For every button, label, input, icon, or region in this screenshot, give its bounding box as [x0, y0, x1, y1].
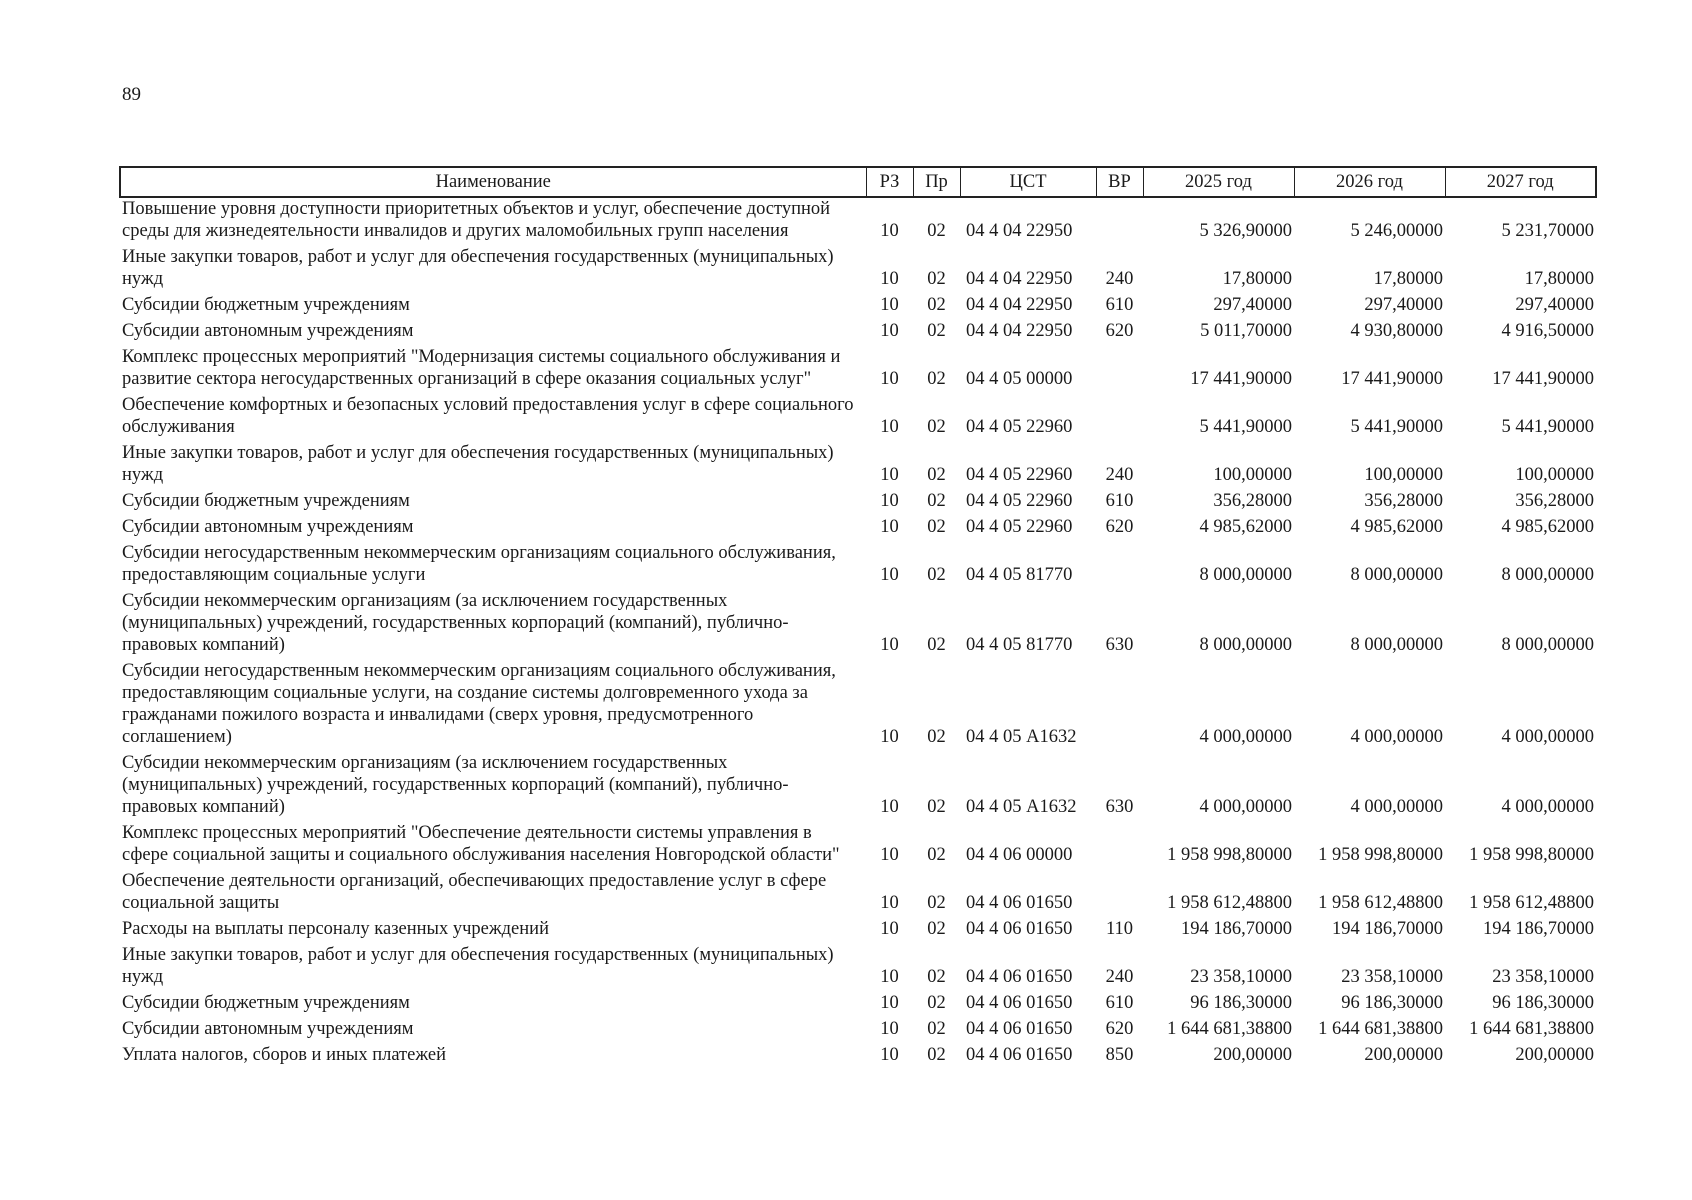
row-vr: 240 [1105, 967, 1134, 987]
row-name: Комплекс процессных мероприятий "Модернизация системы социального обслуживания и развитие сектора негосударственных организаций в сфере оказания социальных услуг" [122, 347, 841, 389]
row-rz: 10 [880, 919, 899, 939]
row-amount-2026: 1 644 681,38800 [1318, 1019, 1443, 1039]
row-pr: 02 [927, 1019, 946, 1039]
row-amount-2025: 5 011,70000 [1200, 321, 1292, 341]
row-amount-2026: 17,80000 [1373, 269, 1443, 289]
row-amount-2025: 23 358,10000 [1190, 967, 1292, 987]
row-rz: 10 [880, 845, 899, 865]
row-amount-2027: 5 441,90000 [1501, 417, 1594, 437]
row-name: Субсидии автономным учреждениям [122, 1019, 414, 1039]
row-name: Субсидии некоммерческим организациям (за исключением государственных (муниципальных) учреждений, государственных корпораций (компаний), публично-правовых компаний) [122, 753, 789, 817]
row-pr: 02 [927, 727, 946, 747]
table-row [120, 442, 1596, 490]
row-name: Субсидии автономным учреждениям [122, 321, 414, 341]
row-name: Обеспечение комфортных и безопасных условий предоставления услуг в сфере социального обслуживания [122, 395, 854, 437]
row-vr [1096, 197, 1143, 246]
row-amount-2027: 297,40000 [1515, 295, 1594, 315]
row-name: Иные закупки товаров, работ и услуг для обеспечения государственных (муниципальных) нужд [122, 443, 834, 485]
row-amount-2025: 200,00000 [1213, 1045, 1292, 1065]
table-row [120, 944, 1596, 992]
row-cst: 04 4 05 А1632 [966, 727, 1077, 747]
table-row [120, 992, 1596, 1018]
row-amount-2027: 4 985,62000 [1501, 517, 1594, 537]
row-amount-2027: 4 916,50000 [1501, 321, 1594, 341]
page-number: 89 [122, 84, 141, 105]
row-name: Иные закупки товаров, работ и услуг для обеспечения государственных (муниципальных) нужд [122, 247, 834, 289]
row-cst: 04 4 05 22960 [966, 465, 1073, 485]
row-amount-2027: 194 186,70000 [1483, 919, 1594, 939]
row-amount-2026: 1 958 612,48800 [1318, 893, 1443, 913]
row-amount-2025: 96 186,30000 [1190, 993, 1292, 1013]
row-cst: 04 4 05 22960 [966, 417, 1073, 437]
row-amount-2025: 5 441,90000 [1199, 417, 1292, 437]
table-row [120, 918, 1596, 944]
row-amount-2026: 8 000,00000 [1350, 565, 1443, 585]
row-amount-2026: 4 985,62000 [1350, 517, 1443, 537]
header-name: Наименование [120, 167, 866, 197]
row-amount-2026: 4 000,00000 [1350, 797, 1443, 817]
row-amount-2025: 5 326,90000 [1199, 221, 1292, 241]
header-cst: ЦСТ [960, 167, 1096, 197]
row-pr: 02 [927, 295, 946, 315]
row-cst: 04 4 04 22950 [966, 295, 1073, 315]
table-body [120, 197, 1596, 1070]
row-pr: 02 [927, 1045, 946, 1065]
row-name: Обеспечение деятельности организаций, обеспечивающих предоставление услуг в сфере социальной защиты [122, 871, 827, 913]
row-amount-2026: 23 358,10000 [1341, 967, 1443, 987]
row-cst: 04 4 06 01650 [966, 1019, 1073, 1039]
table-row [120, 870, 1596, 918]
row-cst: 04 4 05 А1632 [966, 797, 1077, 817]
row-rz: 10 [880, 635, 899, 655]
row-amount-2026: 5 441,90000 [1350, 417, 1443, 437]
row-amount-2027: 96 186,30000 [1492, 993, 1594, 1013]
row-rz: 10 [880, 893, 899, 913]
header-2026: 2026 год [1294, 167, 1445, 197]
row-amount-2026: 5 246,00000 [1350, 221, 1443, 241]
row-name: Субсидии негосударственным некоммерческим организациям социального обслуживания, предоставляющим социальные услуги [122, 543, 836, 585]
row-pr: 02 [927, 635, 946, 655]
row-rz: 10 [880, 967, 899, 987]
row-vr: 610 [1105, 993, 1134, 1013]
row-pr: 02 [927, 517, 946, 537]
row-rz: 10 [880, 797, 899, 817]
row-cst: 04 4 05 81770 [966, 635, 1073, 655]
row-vr: 850 [1105, 1045, 1134, 1065]
row-amount-2025: 356,28000 [1213, 491, 1292, 511]
row-cst: 04 4 05 22960 [966, 517, 1073, 537]
row-vr: 610 [1105, 491, 1134, 511]
row-cst: 04 4 06 01650 [966, 1045, 1073, 1065]
row-amount-2027: 8 000,00000 [1501, 565, 1594, 585]
row-rz: 10 [880, 321, 899, 341]
row-amount-2026: 96 186,30000 [1341, 993, 1443, 1013]
row-rz: 10 [880, 369, 899, 389]
row-amount-2026: 1 958 998,80000 [1318, 845, 1443, 865]
row-amount-2025: 1 644 681,38800 [1167, 1019, 1292, 1039]
row-amount-2027: 1 958 612,48800 [1469, 893, 1594, 913]
row-amount-2027: 8 000,00000 [1501, 635, 1594, 655]
row-vr [1096, 346, 1143, 394]
row-amount-2026: 100,00000 [1364, 465, 1443, 485]
row-amount-2027: 356,28000 [1515, 491, 1594, 511]
row-amount-2026: 8 000,00000 [1350, 635, 1443, 655]
row-amount-2027: 17 441,90000 [1492, 369, 1594, 389]
row-amount-2026: 4 000,00000 [1350, 727, 1443, 747]
table-row [120, 516, 1596, 542]
row-amount-2027: 4 000,00000 [1501, 727, 1594, 747]
row-amount-2025: 4 000,00000 [1199, 797, 1292, 817]
row-rz: 10 [880, 1045, 899, 1065]
table-row [120, 394, 1596, 442]
row-vr [1096, 394, 1143, 442]
row-cst: 04 4 05 00000 [966, 369, 1073, 389]
row-amount-2026: 4 930,80000 [1350, 321, 1443, 341]
row-rz: 10 [880, 565, 899, 585]
row-pr: 02 [927, 797, 946, 817]
row-vr: 620 [1105, 517, 1134, 537]
row-pr: 02 [927, 893, 946, 913]
row-amount-2026: 17 441,90000 [1341, 369, 1443, 389]
row-amount-2026: 297,40000 [1364, 295, 1443, 315]
row-pr: 02 [927, 321, 946, 341]
row-cst: 04 4 06 01650 [966, 893, 1073, 913]
row-pr: 02 [927, 565, 946, 585]
table-row [120, 246, 1596, 294]
row-amount-2027: 1 958 998,80000 [1469, 845, 1594, 865]
budget-table [119, 166, 1597, 1070]
row-amount-2027: 5 231,70000 [1501, 221, 1594, 241]
table-row [120, 1044, 1596, 1070]
row-pr: 02 [927, 993, 946, 1013]
row-vr: 240 [1105, 269, 1134, 289]
row-amount-2025: 8 000,00000 [1199, 565, 1292, 585]
row-name: Субсидии некоммерческим организациям (за исключением государственных (муниципальных) учреждений, государственных корпораций (компаний), публично-правовых компаний) [122, 591, 789, 655]
row-vr [1096, 870, 1143, 918]
row-amount-2026: 194 186,70000 [1332, 919, 1443, 939]
row-amount-2025: 297,40000 [1213, 295, 1292, 315]
row-cst: 04 4 04 22950 [966, 221, 1073, 241]
row-amount-2025: 17,80000 [1222, 269, 1292, 289]
row-rz: 10 [880, 269, 899, 289]
row-vr [1096, 822, 1143, 870]
table-row [120, 590, 1596, 660]
row-amount-2027: 1 644 681,38800 [1469, 1019, 1594, 1039]
row-name: Расходы на выплаты персоналу казенных учреждений [122, 919, 549, 939]
row-name: Комплекс процессных мероприятий "Обеспечение деятельности системы управления в сфере социальной защиты и социального обслуживания населения Новгородской области" [122, 823, 840, 865]
table-row [120, 542, 1596, 590]
row-amount-2025: 100,00000 [1213, 465, 1292, 485]
row-vr: 620 [1105, 321, 1134, 341]
table-row [120, 1018, 1596, 1044]
row-name: Субсидии негосударственным некоммерческим организациям социального обслуживания, предоставляющим социальные услуги, на создание системы долговременного ухода за гражданами пожилого возраста и инвалидами (сверх уровня, предусмотренного соглашением) [122, 661, 836, 747]
row-amount-2027: 23 358,10000 [1492, 967, 1594, 987]
row-cst: 04 4 05 81770 [966, 565, 1073, 585]
row-amount-2025: 4 000,00000 [1199, 727, 1292, 747]
row-name: Субсидии бюджетным учреждениям [122, 295, 410, 315]
row-pr: 02 [927, 269, 946, 289]
table-row [120, 197, 1596, 246]
row-vr: 110 [1105, 919, 1134, 939]
row-rz: 10 [880, 295, 899, 315]
row-vr: 240 [1105, 465, 1134, 485]
row-name: Субсидии бюджетным учреждениям [122, 491, 410, 511]
row-pr: 02 [927, 417, 946, 437]
row-amount-2025: 4 985,62000 [1199, 517, 1292, 537]
row-cst: 04 4 06 01650 [966, 967, 1073, 987]
row-amount-2025: 8 000,00000 [1199, 635, 1292, 655]
row-cst: 04 4 05 22960 [966, 491, 1073, 511]
row-amount-2025: 17 441,90000 [1190, 369, 1292, 389]
row-vr: 610 [1105, 295, 1134, 315]
row-amount-2025: 1 958 998,80000 [1167, 845, 1292, 865]
row-cst: 04 4 06 00000 [966, 845, 1073, 865]
row-name: Субсидии автономным учреждениям [122, 517, 414, 537]
table-header [120, 167, 1596, 197]
row-vr: 620 [1105, 1019, 1134, 1039]
row-name: Повышение уровня доступности приоритетных объектов и услуг, обеспечение доступной среды для жизнедеятельности инвалидов и других маломобильных групп населения [122, 199, 831, 241]
row-vr: 630 [1105, 635, 1134, 655]
row-amount-2027: 100,00000 [1515, 465, 1594, 485]
row-name: Субсидии бюджетным учреждениям [122, 993, 410, 1013]
row-amount-2026: 200,00000 [1364, 1045, 1443, 1065]
header-2025: 2025 год [1143, 167, 1294, 197]
row-amount-2027: 200,00000 [1515, 1045, 1594, 1065]
row-cst: 04 4 06 01650 [966, 919, 1073, 939]
row-cst: 04 4 04 22950 [966, 269, 1073, 289]
row-rz: 10 [880, 727, 899, 747]
row-pr: 02 [927, 465, 946, 485]
table-row [120, 822, 1596, 870]
row-pr: 02 [927, 967, 946, 987]
row-rz: 10 [880, 993, 899, 1013]
row-cst: 04 4 06 01650 [966, 993, 1073, 1013]
row-rz: 10 [880, 517, 899, 537]
row-amount-2026: 356,28000 [1364, 491, 1443, 511]
row-rz: 10 [880, 1019, 899, 1039]
row-amount-2025: 1 958 612,48800 [1167, 893, 1292, 913]
row-cst: 04 4 04 22950 [966, 321, 1073, 341]
row-pr: 02 [927, 919, 946, 939]
row-name: Уплата налогов, сборов и иных платежей [122, 1045, 447, 1065]
row-pr: 02 [927, 369, 946, 389]
table-row [120, 320, 1596, 346]
table-row [120, 660, 1596, 752]
row-rz: 10 [880, 465, 899, 485]
header-pr: Пр [913, 167, 960, 197]
row-vr [1096, 660, 1143, 752]
row-amount-2027: 4 000,00000 [1501, 797, 1594, 817]
row-rz: 10 [880, 221, 899, 241]
row-vr [1096, 542, 1143, 590]
table-row [120, 752, 1596, 822]
row-vr: 630 [1105, 797, 1134, 817]
row-pr: 02 [927, 221, 946, 241]
table-row [120, 294, 1596, 320]
header-rz: РЗ [866, 167, 913, 197]
header-vr: ВР [1096, 167, 1143, 197]
row-name: Иные закупки товаров, работ и услуг для обеспечения государственных (муниципальных) нужд [122, 945, 834, 987]
row-pr: 02 [927, 845, 946, 865]
row-pr: 02 [927, 491, 946, 511]
table-row [120, 490, 1596, 516]
header-2027: 2027 год [1445, 167, 1596, 197]
row-rz: 10 [880, 417, 899, 437]
row-amount-2025: 194 186,70000 [1181, 919, 1292, 939]
table-row [120, 346, 1596, 394]
row-amount-2027: 17,80000 [1524, 269, 1594, 289]
row-rz: 10 [880, 491, 899, 511]
